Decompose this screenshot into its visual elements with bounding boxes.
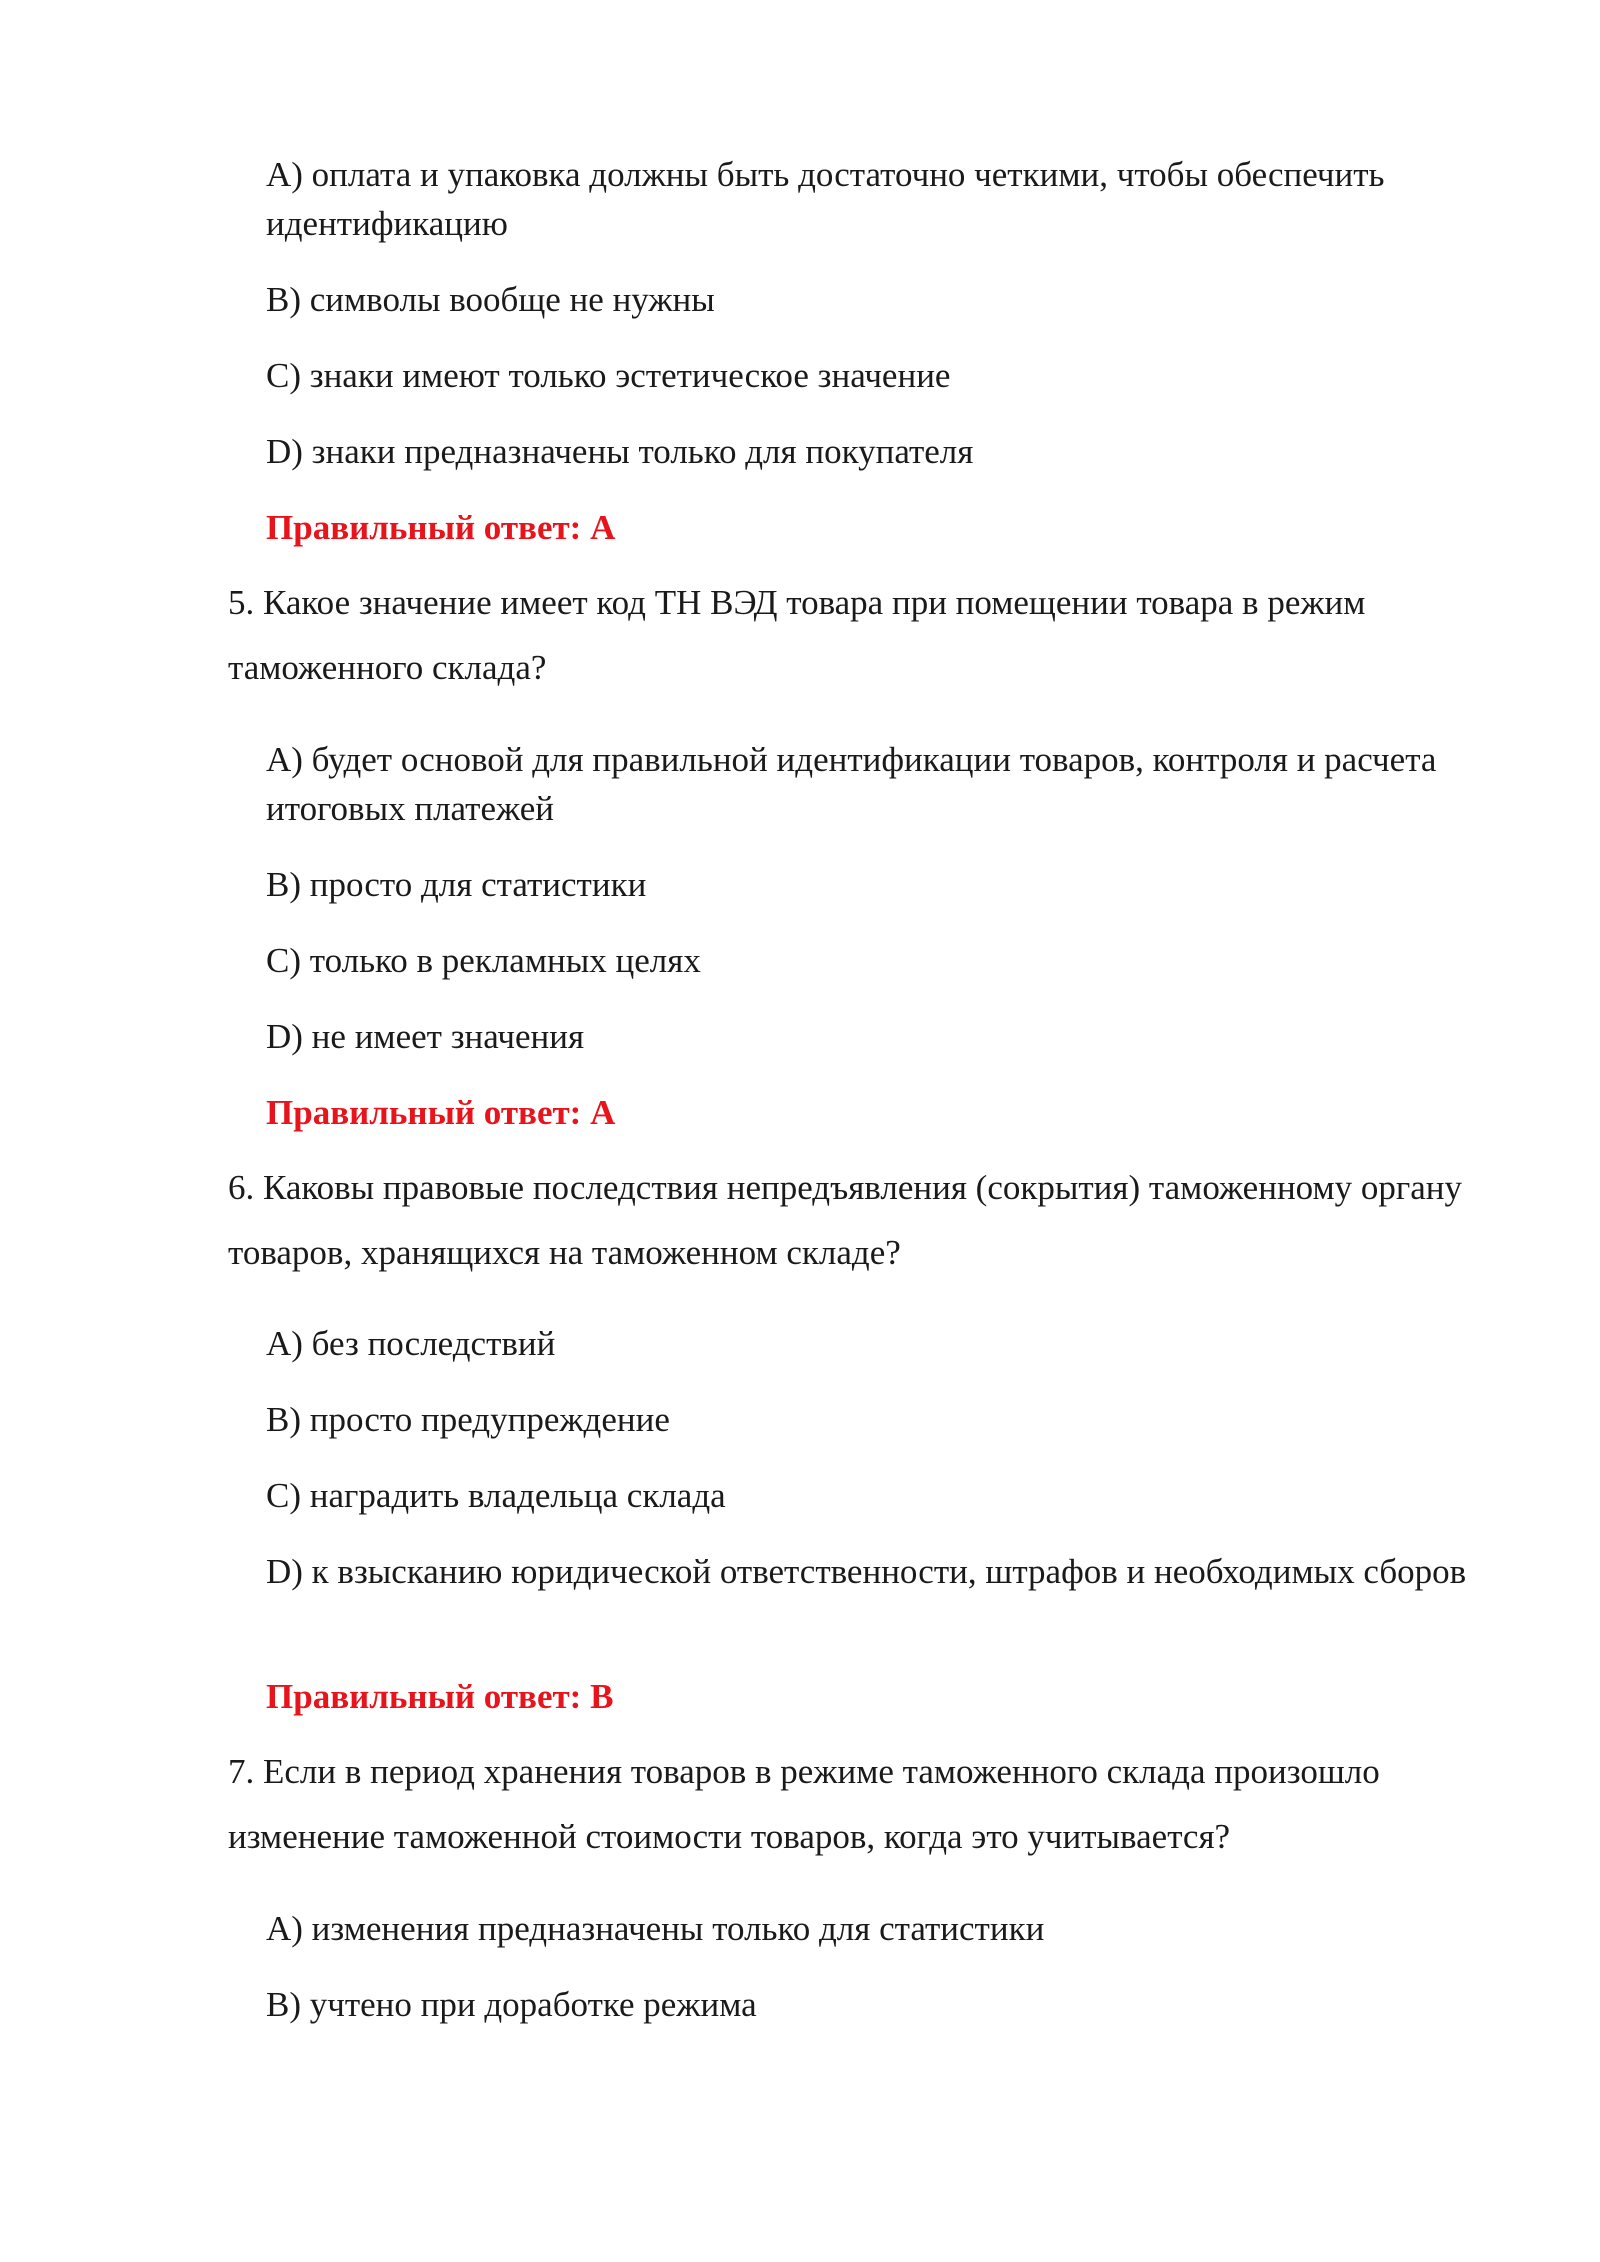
q6-option-d: D) к взысканию юридической ответственности, штрафов и необходимых сборов (266, 1552, 1467, 1591)
q4-option-d: D) знаки предназначены только для покупателя (266, 432, 974, 471)
q5-correct-answer: Правильный ответ: A (266, 1093, 616, 1132)
q5-option-c: C) только в рекламных целях (266, 941, 701, 980)
q4-option-a: A) оплата и упаковка должны быть достаточно четкими, чтобы обеспечить идентификацию (266, 155, 1385, 243)
q4-option-b: B) символы вообще не нужны (266, 280, 715, 319)
q7-option-a: A) изменения предназначены только для статистики (266, 1909, 1045, 1948)
q6-option-a: A) без последствий (266, 1324, 556, 1363)
q4-correct-answer: Правильный ответ: A (266, 508, 616, 547)
q7-question: 7. Если в период хранения товаров в режиме таможенного склада произошло изменение таможенной стоимости товаров, когда это учитывается? (228, 1752, 1380, 1856)
q6-correct-answer: Правильный ответ: B (266, 1677, 614, 1716)
q4-option-c: C) знаки имеют только эстетическое значение (266, 356, 951, 395)
q5-option-d: D) не имеет значения (266, 1017, 585, 1056)
q6-question: 6. Каковы правовые последствия непредъявления (сокрытия) таможенному органу товаров, хранящихся на таможенном складе? (228, 1168, 1463, 1272)
q5-option-a: A) будет основой для правильной идентификации товаров, контроля и расчета итоговых платежей (266, 740, 1437, 828)
q5-question: 5. Какое значение имеет код ТН ВЭД товара при помещении товара в режим таможенного склада? (228, 583, 1366, 687)
q7-option-b: B) учтено при доработке режима (266, 1985, 757, 2024)
q6-option-b: B) просто предупреждение (266, 1400, 670, 1439)
q5-option-b: B) просто для статистики (266, 865, 647, 904)
q6-option-c: C) наградить владельца склада (266, 1476, 726, 1515)
